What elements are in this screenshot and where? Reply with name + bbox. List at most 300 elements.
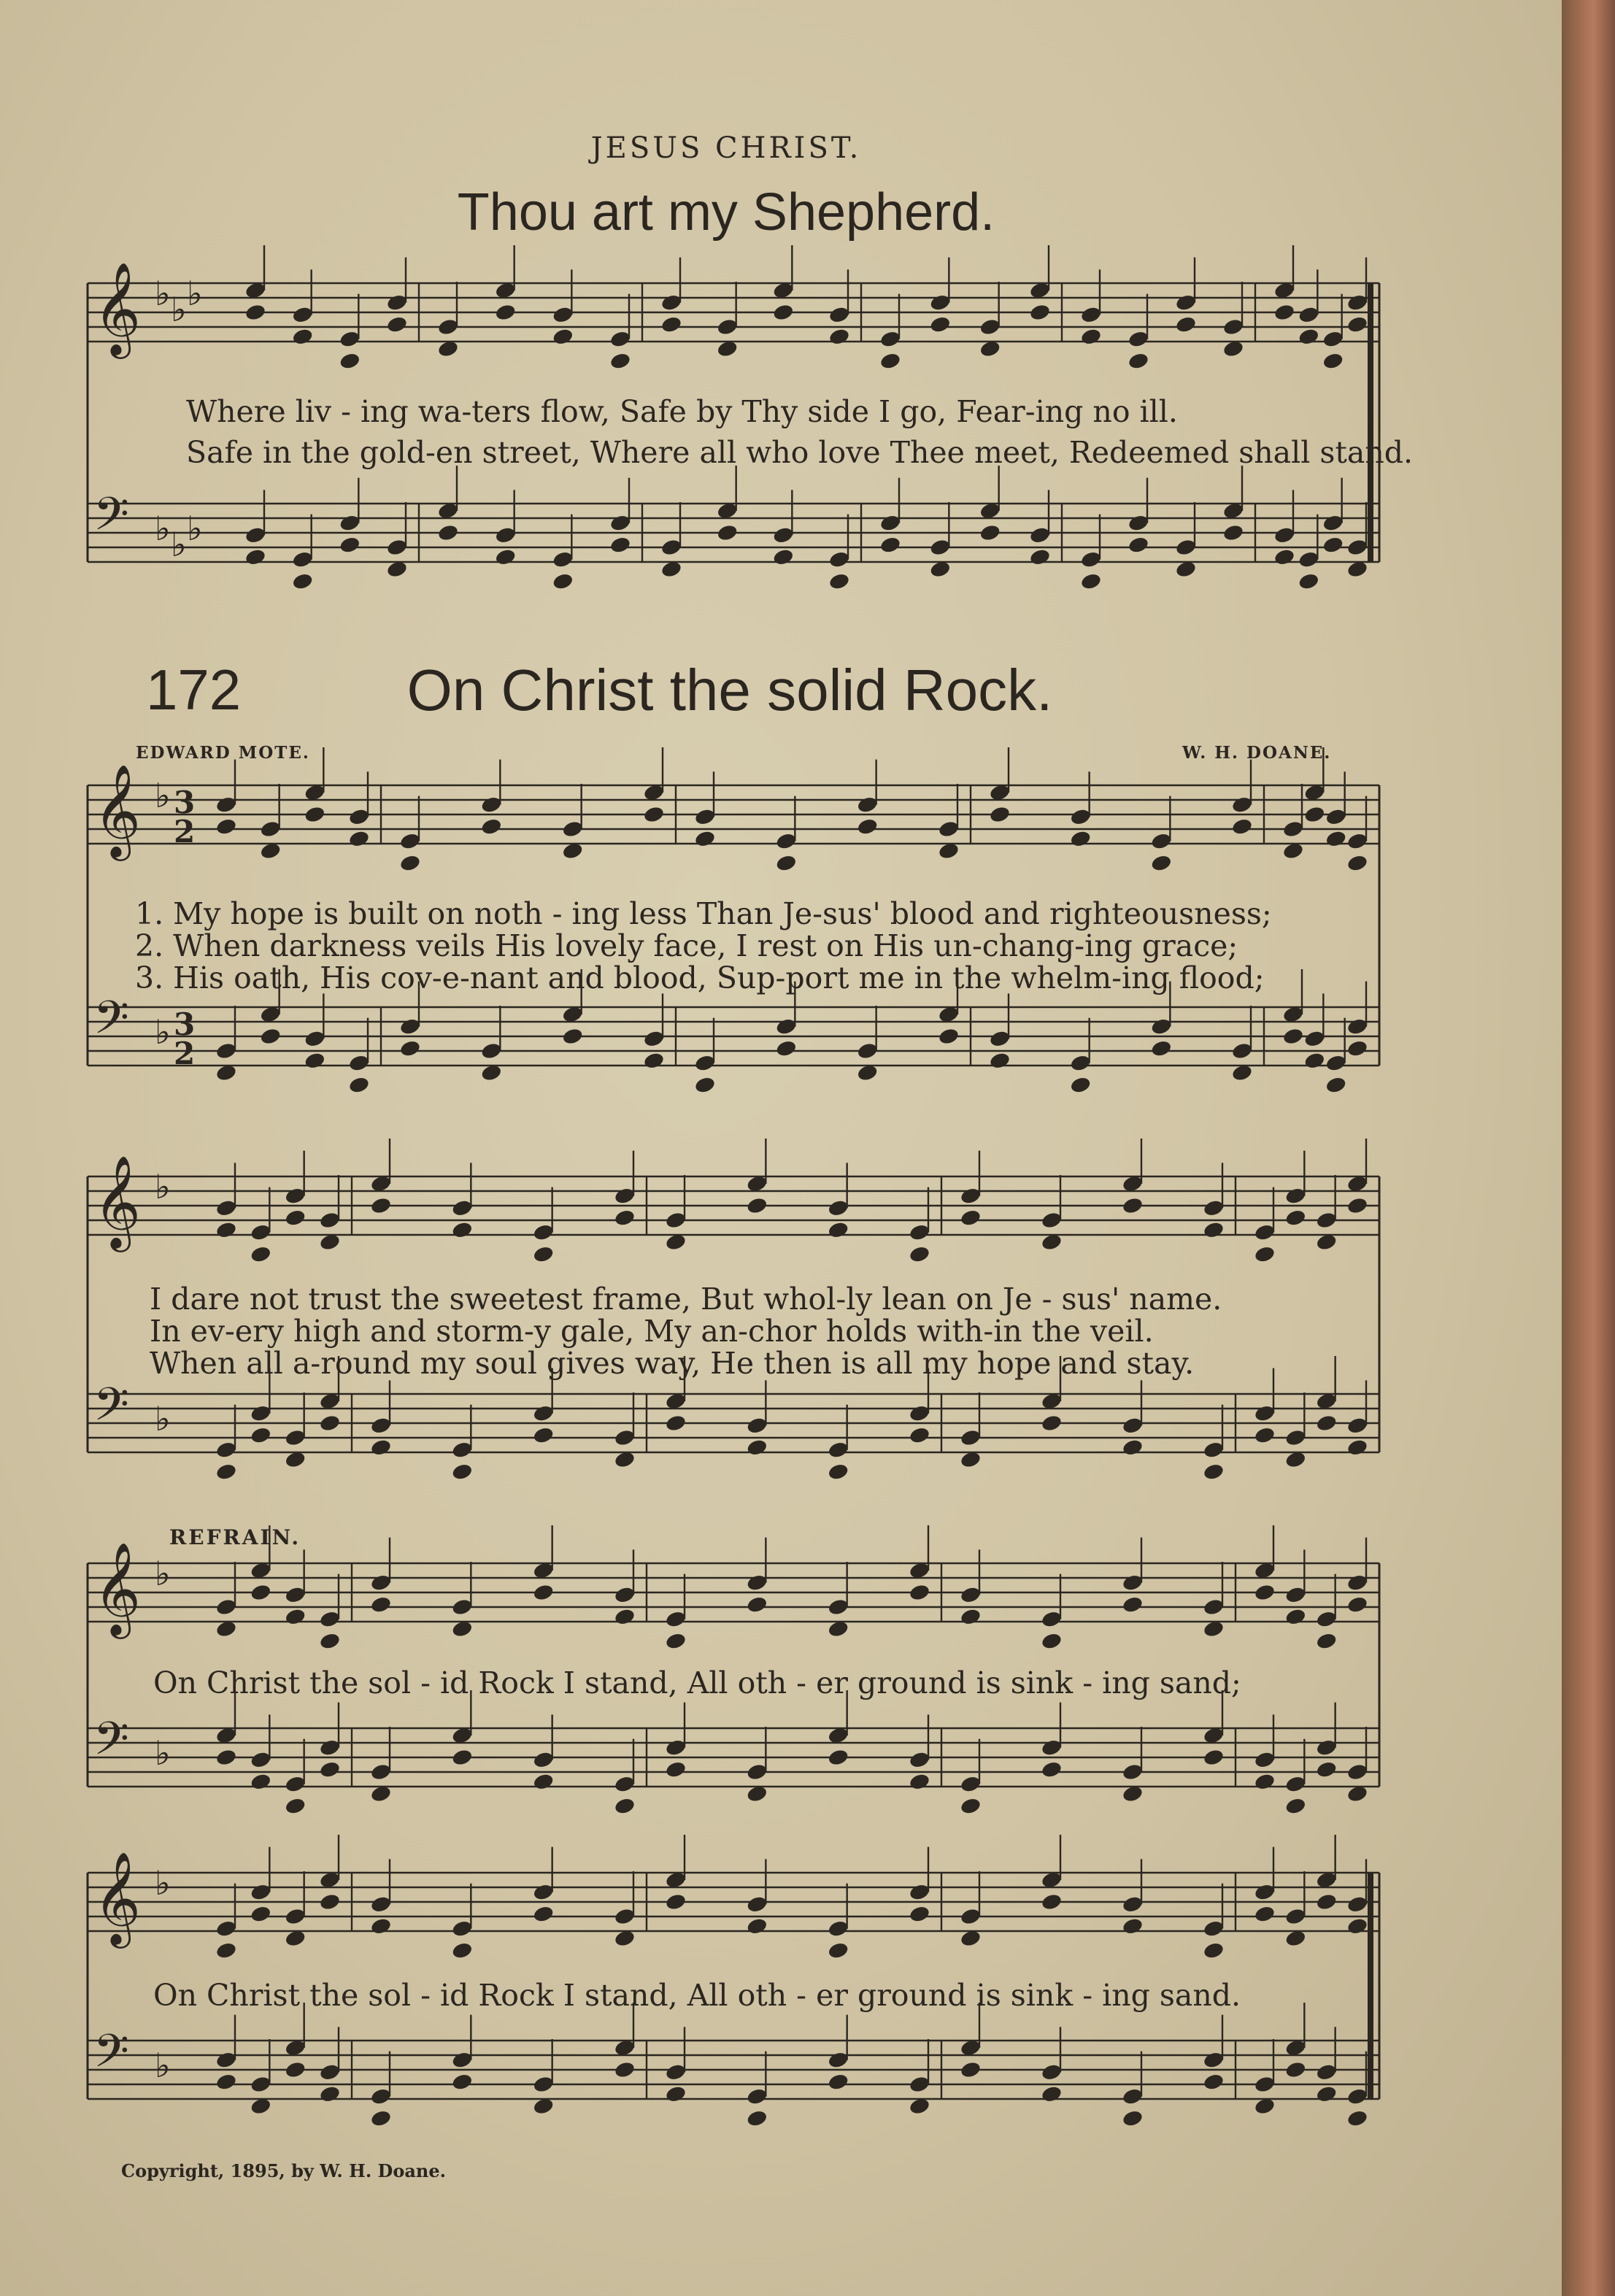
note-head (909, 1223, 931, 1242)
note-head (1175, 315, 1198, 334)
note-head (1284, 1187, 1307, 1206)
note-head (215, 1041, 238, 1060)
note-head (716, 317, 739, 336)
hymn-number: 172 (146, 658, 242, 722)
note-head (827, 1198, 849, 1217)
note-head (480, 817, 503, 836)
note-head (215, 1220, 238, 1239)
note-head (1346, 1763, 1369, 1781)
note-head (909, 1245, 931, 1264)
note-head (772, 303, 795, 322)
note-head (909, 1883, 931, 1902)
note-head (929, 538, 952, 557)
note-head (1122, 2087, 1144, 2106)
note-head (532, 1750, 555, 1769)
note-head (1298, 327, 1320, 346)
note-head (244, 525, 267, 544)
note-head (291, 572, 314, 591)
note-head (1346, 538, 1369, 557)
note-head (284, 1775, 307, 1794)
flat-icon: ♭ (155, 1012, 171, 1052)
note-head (989, 1051, 1011, 1070)
treble-clef-icon: 𝄞 (93, 763, 142, 857)
note-head (1175, 293, 1198, 312)
treble-clef-icon: 𝄞 (93, 1851, 142, 1944)
note-head (772, 525, 795, 544)
note-head (215, 1748, 238, 1767)
top-hymn-lyric-line-1: Where liv - ing wa-ters flow, Safe by Thy side I go, Fear-ing no ill. (186, 394, 1178, 429)
hymn-composer: W. H. DOANE. (1182, 743, 1332, 763)
note-head (856, 817, 879, 836)
note-head (319, 1892, 342, 1911)
note-head (614, 1797, 636, 1816)
note-head (386, 293, 409, 312)
note-head (1282, 1027, 1305, 1046)
note-head (614, 1585, 636, 1604)
note-head (532, 1883, 555, 1902)
note-head (643, 805, 666, 824)
note-head (284, 1797, 307, 1816)
note-head (1128, 514, 1150, 533)
note-head (909, 1426, 931, 1445)
note-head (827, 1919, 849, 1938)
verse-line-2a: 2. When darkness veils His lovely face, I rest on His un-chang-ing grace; (135, 928, 1238, 963)
note-head (1254, 1883, 1276, 1902)
top-hymn-title: Thou art my Shepherd. (457, 183, 995, 242)
note-head (1346, 1573, 1369, 1592)
note-head (291, 550, 314, 569)
note-head (552, 572, 574, 591)
note-head (348, 1054, 371, 1073)
note-head (451, 1598, 474, 1617)
note-head (828, 305, 851, 324)
note-head (1325, 1054, 1347, 1073)
note-head (665, 1414, 687, 1433)
note-head (828, 572, 851, 591)
note-head (284, 1607, 307, 1626)
refrain-line-1: On Christ the sol - id Rock I stand, All oth - er ground is sink - ing sand; (153, 1665, 1241, 1700)
note-head (960, 1775, 982, 1794)
note-head (827, 1220, 849, 1239)
note-head (1284, 1797, 1307, 1816)
note-head (960, 1428, 982, 1447)
note-head (960, 1187, 982, 1206)
note-head (339, 352, 361, 371)
note-head (1298, 305, 1320, 324)
note-head (746, 1895, 768, 1914)
note-head (1203, 1198, 1225, 1217)
note-head (660, 293, 683, 312)
time-signature: 3 (174, 1006, 196, 1042)
note-head (1029, 303, 1052, 322)
note-head (665, 1892, 687, 1911)
flat-icon: ♭ (171, 290, 187, 329)
note-head (1273, 303, 1296, 322)
note-head (660, 538, 683, 557)
note-head (250, 1750, 272, 1769)
note-head (660, 315, 683, 334)
flat-icon: ♭ (155, 776, 171, 815)
note-head (879, 330, 902, 349)
note-head (1254, 1750, 1276, 1769)
note-head (694, 1076, 717, 1095)
note-head (960, 1797, 982, 1816)
note-head (960, 1209, 982, 1228)
note-head (215, 795, 238, 814)
note-head (1203, 1941, 1225, 1960)
note-head (1303, 805, 1326, 824)
note-head (370, 1573, 393, 1592)
note-head (1284, 1775, 1307, 1794)
note-head (1041, 1738, 1063, 1757)
time-signature: 2 (174, 1036, 196, 1071)
note-head (319, 1632, 342, 1651)
note-head (1254, 2075, 1276, 2094)
note-head (399, 832, 422, 851)
note-head (437, 317, 460, 336)
note-head (1041, 2084, 1063, 2103)
note-head (215, 1941, 238, 1960)
note-head (1069, 807, 1092, 826)
note-head (1122, 1573, 1144, 1592)
note-head (319, 1211, 342, 1230)
note-head (909, 1583, 931, 1602)
note-head (665, 1211, 687, 1230)
flat-icon: ♭ (155, 1399, 171, 1438)
note-head (1303, 1029, 1326, 1048)
note-head (1041, 2062, 1063, 2081)
note-head (319, 1760, 342, 1779)
note-head (1282, 820, 1305, 839)
note-head (1122, 1916, 1144, 1935)
note-head (1222, 523, 1245, 542)
note-head (250, 1883, 272, 1902)
note-head (532, 1583, 555, 1602)
note-head (614, 1209, 636, 1228)
flat-icon: ♭ (171, 525, 187, 564)
treble-clef-icon: 𝄞 (93, 1541, 142, 1635)
note-head (215, 2073, 238, 2092)
note-head (319, 2062, 342, 2081)
note-head (909, 1905, 931, 1924)
note-head (1029, 547, 1052, 566)
note-head (1315, 1414, 1338, 1433)
note-head (399, 854, 422, 873)
note-head (370, 1595, 393, 1614)
note-head (665, 2062, 687, 2081)
note-head (494, 547, 517, 566)
note-head (929, 293, 952, 312)
note-head (386, 538, 409, 557)
note-head (339, 536, 361, 555)
note-head (1041, 1610, 1063, 1629)
note-head (552, 327, 574, 346)
note-head (609, 352, 632, 371)
note-head (250, 2075, 272, 2094)
note-head (319, 1610, 342, 1629)
flat-icon: ♭ (155, 1167, 171, 1206)
note-head (370, 2087, 393, 2106)
flat-icon: ♭ (155, 2046, 171, 2085)
note-head (1150, 854, 1173, 873)
note-head (1325, 1076, 1347, 1095)
note-head (1284, 1907, 1307, 1926)
bass-clef-icon: 𝄢 (93, 1711, 129, 1776)
note-head (339, 514, 361, 533)
note-head (609, 330, 632, 349)
note-head (215, 2051, 238, 2070)
note-head (609, 536, 632, 555)
note-head (1315, 2062, 1338, 2081)
note-head (215, 1598, 238, 1617)
note-head (284, 2060, 307, 2079)
note-head (370, 1438, 393, 1457)
note-head (716, 523, 739, 542)
note-head (259, 1027, 282, 1046)
note-head (284, 1907, 307, 1926)
note-head (1122, 1416, 1144, 1435)
note-head (259, 820, 282, 839)
note-head (1231, 1041, 1254, 1060)
note-head (1029, 525, 1052, 544)
flat-icon: ♭ (155, 1554, 171, 1593)
note-head (909, 2075, 931, 2094)
note-head (1346, 315, 1369, 334)
note-head (1150, 1017, 1173, 1036)
note-head (909, 1750, 931, 1769)
note-head (1069, 1076, 1092, 1095)
note-head (772, 547, 795, 566)
note-head (304, 1029, 326, 1048)
time-signature: 2 (174, 814, 196, 850)
note-head (665, 2084, 687, 2103)
note-head (1203, 2073, 1225, 2092)
note-head (1254, 1772, 1276, 1791)
top-hymn-lyric-line-2: Safe in the gold-en street, Where all who love Thee meet, Redeemed shall stand. (186, 435, 1414, 470)
note-head (284, 1209, 307, 1228)
hymn-author: EDWARD MOTE. (136, 743, 310, 763)
note-head (244, 303, 267, 322)
note-head (451, 1198, 474, 1217)
note-head (370, 1763, 393, 1781)
note-head (909, 1404, 931, 1423)
note-head (451, 1919, 474, 1938)
note-head (879, 536, 902, 555)
note-head (370, 1916, 393, 1935)
note-head (1203, 1598, 1225, 1617)
note-head (339, 330, 361, 349)
note-head (1080, 327, 1103, 346)
note-head (1128, 330, 1150, 349)
note-head (399, 1039, 422, 1058)
note-head (1041, 1632, 1063, 1651)
note-head (291, 305, 314, 324)
note-head (1041, 1760, 1063, 1779)
note-head (532, 2075, 555, 2094)
note-head (960, 1585, 982, 1604)
note-head (1122, 1438, 1144, 1457)
note-head (532, 1223, 555, 1242)
note-head (1150, 832, 1173, 851)
note-head (827, 1441, 849, 1460)
flat-icon: ♭ (155, 274, 171, 313)
note-head (1254, 1223, 1276, 1242)
note-head (284, 1187, 307, 1206)
note-head (319, 1414, 342, 1433)
note-head (304, 805, 326, 824)
note-head (250, 1905, 272, 1924)
note-head (694, 829, 717, 848)
note-head (1325, 807, 1347, 826)
refrain-line-2: On Christ the sol - id Rock I stand, All oth - er ground is sink - ing sand. (153, 1978, 1241, 2013)
bass-clef-icon: 𝄢 (93, 990, 129, 1055)
note-head (827, 1748, 849, 1767)
note-head (643, 1029, 666, 1048)
note-head (1273, 525, 1296, 544)
note-head (1231, 795, 1254, 814)
note-head (1303, 1051, 1326, 1070)
note-head (665, 1738, 687, 1757)
note-head (746, 1416, 768, 1435)
note-head (250, 1426, 272, 1445)
note-head (609, 514, 632, 533)
note-head (1122, 2109, 1144, 2128)
note-head (1322, 536, 1344, 555)
note-head (1222, 317, 1245, 336)
note-head (856, 1041, 879, 1060)
flat-icon: ♭ (155, 1733, 171, 1773)
note-head (929, 315, 952, 334)
note-head (348, 829, 371, 848)
note-head (960, 1907, 982, 1926)
note-head (1346, 854, 1369, 873)
note-head (694, 807, 717, 826)
note-head (1122, 1763, 1144, 1781)
flat-icon: ♭ (187, 274, 203, 313)
note-head (938, 820, 960, 839)
note-head (1284, 2060, 1307, 2079)
note-head (1041, 1211, 1063, 1230)
note-head (1325, 829, 1347, 848)
note-head (532, 1245, 555, 1264)
verse-line-2b: In ev-ery high and storm-y gale, My an-chor holds with-in the veil. (150, 1314, 1154, 1349)
note-head (1315, 1610, 1338, 1629)
note-head (1346, 832, 1369, 851)
note-head (1128, 536, 1150, 555)
bass-clef-icon: 𝄢 (93, 1377, 129, 1442)
note-head (370, 2109, 393, 2128)
copyright-notice: Copyright, 1895, by W. H. Doane. (121, 2160, 446, 2181)
note-head (775, 1039, 798, 1058)
note-head (1346, 1039, 1369, 1058)
note-head (370, 1196, 393, 1215)
note-head (451, 1463, 474, 1482)
note-head (1203, 1220, 1225, 1239)
note-head (879, 352, 902, 371)
note-head (215, 1441, 238, 1460)
note-head (1203, 1441, 1225, 1460)
note-head (1122, 1595, 1144, 1614)
note-head (1315, 1211, 1338, 1230)
bass-clef-icon: 𝄢 (93, 487, 129, 552)
note-head (451, 1220, 474, 1239)
note-head (1346, 1017, 1369, 1036)
note-head (989, 1029, 1011, 1048)
verse-line-3a: 3. His oath, His cov-e-nant and blood, Sup-port me in the whelm-ing flood; (135, 960, 1265, 995)
note-head (665, 1610, 687, 1629)
note-head (451, 2073, 474, 2092)
note-head (250, 1772, 272, 1791)
note-head (1122, 1196, 1144, 1215)
note-head (451, 1748, 474, 1767)
note-head (451, 1441, 474, 1460)
note-head (532, 1905, 555, 1924)
note-head (1346, 1895, 1369, 1914)
note-head (1203, 1919, 1225, 1938)
note-head (532, 1404, 555, 1423)
note-head (1069, 829, 1092, 848)
note-head (1315, 1632, 1338, 1651)
note-head (1322, 330, 1344, 349)
note-head (828, 550, 851, 569)
note-head (552, 550, 574, 569)
note-head (304, 1051, 326, 1070)
note-head (1041, 1892, 1063, 1911)
note-head (827, 2051, 849, 2070)
note-head (1150, 1039, 1173, 1058)
note-head (614, 1907, 636, 1926)
note-head (250, 1404, 272, 1423)
note-head (856, 795, 879, 814)
note-head (250, 1583, 272, 1602)
note-head (1254, 1583, 1276, 1602)
note-head (348, 1076, 371, 1095)
note-head (1346, 1916, 1369, 1935)
note-head (494, 303, 517, 322)
flat-icon: ♭ (155, 509, 171, 548)
note-head (437, 523, 460, 542)
verse-line-3b: When all a-round my soul gives way, He then is all my hope and stay. (150, 1346, 1195, 1381)
note-head (370, 1895, 393, 1914)
note-head (1254, 1404, 1276, 1423)
note-head (1254, 1426, 1276, 1445)
note-head (348, 807, 371, 826)
note-head (1254, 1905, 1276, 1924)
note-head (1284, 1585, 1307, 1604)
flat-icon: ♭ (155, 1863, 171, 1903)
note-head (1080, 305, 1103, 324)
note-head (1284, 1428, 1307, 1447)
note-head (250, 1245, 272, 1264)
note-head (215, 817, 238, 836)
note-head (215, 1919, 238, 1938)
note-head (1315, 1738, 1338, 1757)
running-head: JESUS CHRIST. (590, 131, 862, 165)
note-head (1041, 1414, 1063, 1433)
note-head (614, 2060, 636, 2079)
note-head (1346, 2087, 1369, 2106)
note-head (1284, 1209, 1307, 1228)
note-head (319, 2084, 342, 2103)
note-head (1315, 2084, 1338, 2103)
note-head (746, 1916, 768, 1935)
note-head (244, 547, 267, 566)
treble-clef-icon: 𝄞 (93, 261, 142, 355)
note-head (561, 1027, 584, 1046)
note-head (746, 2109, 768, 2128)
time-signature: 3 (174, 785, 196, 820)
note-head (746, 2087, 768, 2106)
